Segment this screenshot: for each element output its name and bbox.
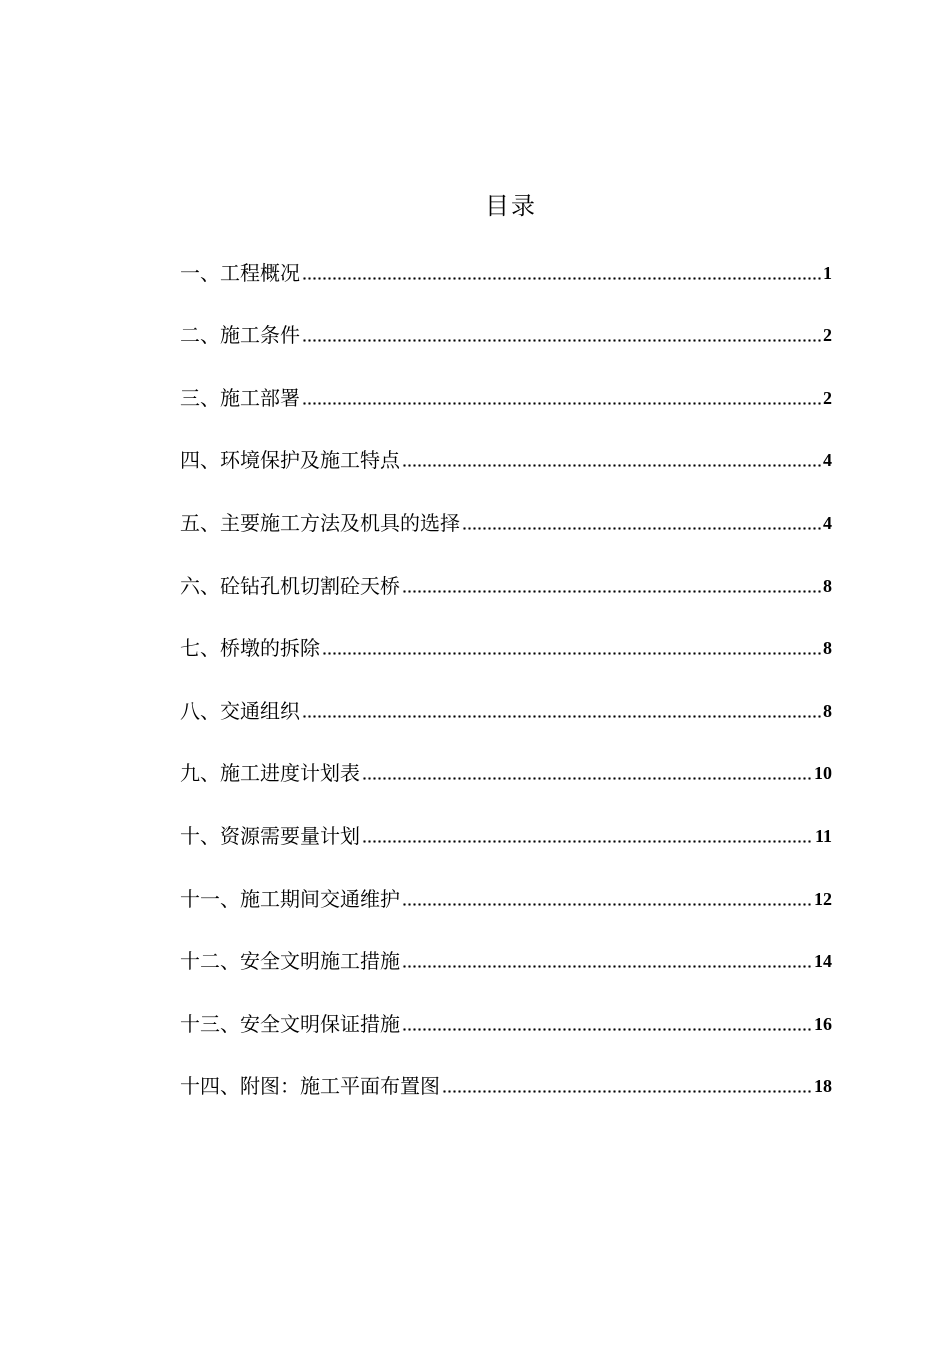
toc-entry[interactable]	[180, 941, 832, 1004]
toc-entry-label: 五、主要施工方法及机具的选择	[180, 510, 460, 535]
toc-dot-leader	[322, 652, 821, 655]
toc-entry-page: 2	[823, 387, 832, 408]
toc-dot-leader	[302, 339, 821, 342]
toc-entry-label: 七、桥墩的拆除	[180, 636, 320, 661]
toc-entry-page: 4	[823, 450, 832, 471]
toc-entry-label: 十、资源需要量计划	[180, 823, 360, 848]
toc-entry-label: 八、交通组织	[180, 698, 300, 723]
toc-entry[interactable]	[180, 252, 832, 315]
toc-entry-label: 三、施工部署	[180, 385, 300, 410]
toc-entry[interactable]	[180, 815, 832, 878]
toc-entry[interactable]	[180, 440, 832, 503]
toc-entry[interactable]	[180, 315, 832, 378]
toc-entry-label: 四、环境保护及施工特点	[180, 448, 400, 473]
toc-entry-label: 十二、安全文明施工措施	[180, 949, 400, 974]
toc-entry-page: 2	[823, 325, 832, 346]
toc-entry-page: 11	[814, 825, 832, 846]
toc-dot-leader	[402, 903, 812, 906]
toc-entry[interactable]	[180, 1003, 832, 1066]
toc-entry-label: 九、施工进度计划表	[180, 761, 360, 786]
toc-dot-leader	[402, 965, 812, 968]
toc-entry[interactable]	[180, 690, 832, 753]
toc-entry-label: 二、施工条件	[180, 323, 300, 348]
toc-entry-page: 18	[814, 1076, 832, 1097]
toc-entry-label: 一、工程概况	[180, 260, 300, 285]
toc-entry[interactable]	[180, 753, 832, 816]
toc-dot-leader	[302, 277, 821, 280]
toc-entry[interactable]	[180, 628, 832, 691]
toc-entry-page: 10	[814, 763, 832, 784]
toc-entry-page: 16	[814, 1013, 832, 1034]
toc-dot-leader	[402, 590, 821, 593]
toc-entry-label: 六、砼钻孔机切割砼天桥	[180, 573, 400, 598]
toc-entry[interactable]	[180, 565, 832, 628]
toc-dot-leader	[362, 840, 813, 843]
toc-entry-page: 12	[814, 888, 832, 909]
toc-dot-leader	[462, 527, 821, 530]
toc-entry-page: 1	[823, 262, 832, 283]
toc-entry-page: 8	[823, 575, 832, 596]
toc-list	[180, 252, 832, 1128]
toc-dot-leader	[402, 464, 821, 467]
toc-entry-label: 十一、施工期间交通维护	[180, 886, 400, 911]
toc-entry-page: 4	[823, 512, 832, 533]
toc-dot-leader	[442, 1090, 812, 1093]
toc-dot-leader	[362, 777, 812, 780]
toc-entry-label: 十三、安全文明保证措施	[180, 1011, 400, 1036]
toc-dot-leader	[402, 1028, 812, 1031]
toc-entry-label: 十四、附图：施工平面布置图	[180, 1074, 440, 1099]
toc-entry[interactable]	[180, 377, 832, 440]
toc-entry-page: 8	[823, 638, 832, 659]
toc-entry[interactable]	[180, 878, 832, 941]
toc-dot-leader	[302, 715, 821, 718]
toc-entry[interactable]	[180, 1066, 832, 1129]
toc-title: 目录	[485, 192, 537, 220]
toc-entry-page: 14	[814, 951, 832, 972]
toc-entry[interactable]	[180, 502, 832, 565]
toc-dot-leader	[302, 402, 821, 405]
toc-entry-page: 8	[823, 700, 832, 721]
